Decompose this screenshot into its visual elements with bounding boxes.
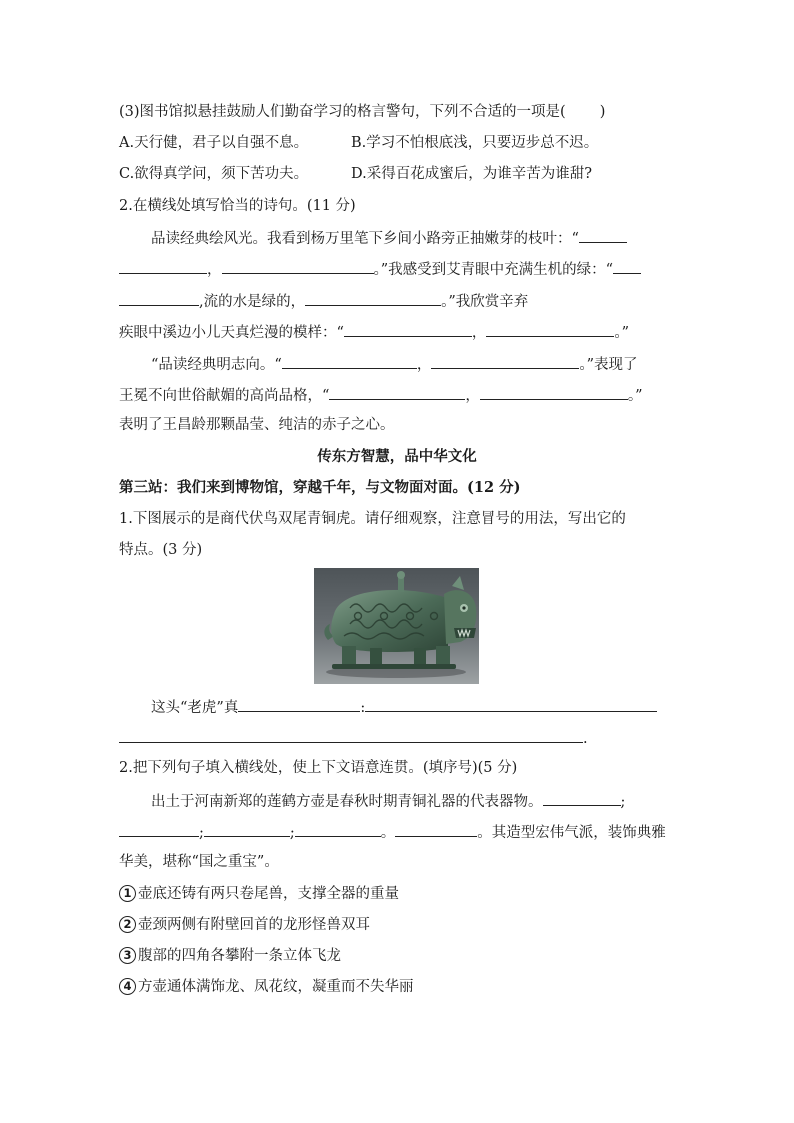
- answer-blank[interactable]: [329, 384, 465, 400]
- answer-blank[interactable]: [305, 290, 441, 306]
- answer-blank[interactable]: [613, 258, 641, 274]
- poem-para2-line1: “品读经典明志向。“ ， 。”表现了: [151, 353, 638, 375]
- q3-stem: (3)图书馆拟悬挂鼓励人们勤奋学习的格言警句，下列不合适的一项是( ): [119, 104, 606, 120]
- station3-heading: 第三站：我们来到博物馆，穿越千年，与文物面对面。(12 分): [119, 479, 521, 496]
- answer-blank[interactable]: [119, 821, 199, 837]
- answer-blank[interactable]: [344, 321, 472, 337]
- poem-para2-line3: 表明了王昌龄那颗晶莹、纯洁的赤子之心。: [119, 417, 395, 433]
- poem-para1-line1: 品读经典绘风光。我看到杨万里笔下乡间小路旁正抽嫩芽的枝叶：“: [151, 227, 627, 249]
- answer-blank[interactable]: [395, 821, 477, 837]
- poem-question-prompt: 2.在横线处填写恰当的诗句。(11 分): [119, 198, 356, 214]
- answer-blank[interactable]: [579, 227, 627, 243]
- answer-blank[interactable]: [204, 821, 290, 837]
- answer-blank[interactable]: [543, 790, 621, 806]
- poem-para1-line2: ， 。”我感受到艾青眼中充满生机的绿：“: [119, 258, 641, 280]
- poem-para1-line4: 疾眼中溪边小儿天真烂漫的模样：“ ， 。”: [119, 321, 629, 343]
- artifact-answer-line2: .: [119, 727, 588, 749]
- order-option-2: 2 壶颈两侧有附壁回首的龙形怪兽双耳: [119, 915, 370, 935]
- answer-blank[interactable]: [222, 258, 374, 274]
- circled-number: 1: [119, 885, 136, 902]
- answer-blank[interactable]: [480, 384, 628, 400]
- answer-blank[interactable]: [486, 321, 614, 337]
- order-option-4: 4 方壶通体满饰龙、凤花纹，凝重而不失华丽: [119, 977, 414, 997]
- bronze-tiger-image: [314, 568, 479, 684]
- order-question-line2: ; ; 。 。其造型宏伟气派，装饰典雅: [119, 821, 666, 843]
- artifact-answer-line1: 这头“老虎”真 :: [151, 696, 657, 718]
- answer-blank[interactable]: [295, 821, 381, 837]
- answer-blank[interactable]: [282, 353, 417, 369]
- q3-options-row1: [119, 133, 599, 153]
- poem-para2-line2: 王冕不向世俗献媚的高尚品格，“ ， 。”: [119, 384, 643, 406]
- circled-number: 2: [119, 916, 136, 933]
- order-question-prompt: 2.把下列句子填入横线处，使上下文语意连贯。(填序号)(5 分): [119, 760, 518, 776]
- order-option-1: 1 壶底还铸有两只卷尾兽，支撑全器的重量: [119, 884, 399, 904]
- answer-blank[interactable]: [238, 696, 360, 712]
- order-question-line3: 华美，堪称“国之重宝”。: [119, 854, 279, 870]
- answer-blank[interactable]: [365, 696, 657, 712]
- answer-blank[interactable]: [119, 290, 199, 306]
- circled-number: 3: [119, 947, 136, 964]
- option-a: A.天行健，君子以自强不息。: [119, 135, 309, 151]
- q3-options-row2: [119, 164, 592, 184]
- answer-blank[interactable]: [119, 258, 207, 274]
- order-question-line1: 出土于河南新郑的莲鹤方壶是春秋时期青铜礼器的代表器物。 ;: [151, 790, 625, 812]
- circled-number: 4: [119, 978, 136, 995]
- option-d: D.采得百花成蜜后，为谁辛苦为谁甜?: [351, 166, 592, 182]
- section-title: 传东方智慧，品中华文化: [317, 448, 477, 465]
- option-c: C.欲得真学问，须下苦功夫。: [119, 166, 309, 182]
- answer-blank[interactable]: [431, 353, 579, 369]
- answer-blank[interactable]: [119, 727, 583, 743]
- option-b: B.学习不怕根底浅，只要迈步总不迟。: [351, 135, 599, 151]
- poem-para1-line3: ,流的水是绿的， 。”我欣赏辛弃: [119, 290, 528, 312]
- order-option-3: 3 腹部的四角各攀附一条立体飞龙: [119, 946, 341, 966]
- artifact-question-line2: 特点。(3 分): [119, 542, 203, 558]
- artifact-question-line1: 1.下图展示的是商代伏鸟双尾青铜虎。请仔细观察，注意冒号的用法，写出它的: [119, 511, 626, 527]
